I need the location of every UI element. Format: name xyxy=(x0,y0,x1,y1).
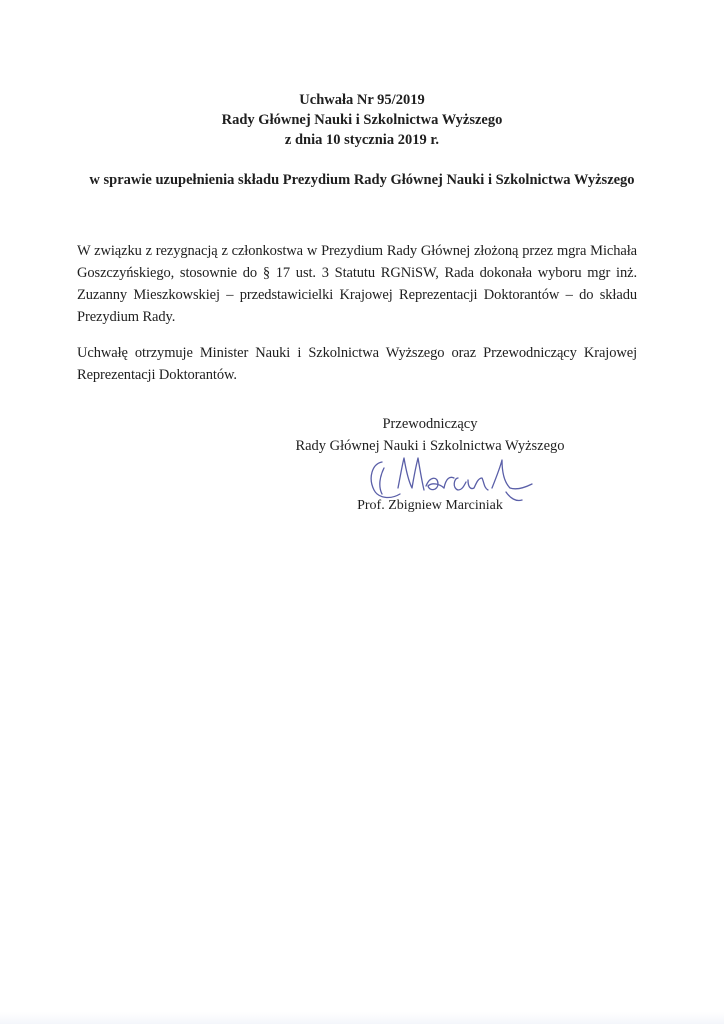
signatory-role: Przewodniczący xyxy=(382,416,478,432)
body-paragraph-1: W związku z rezygnacją z członkostwa w Prezydium Rady Głównej złożoną przez mgra Michała Goszczyńskiego, stosownie do § 17 ust. 3 Statutu RGNiSW, Rada dokonała wyboru mgr inż. Zuzanny Mieszkowskiej – przedstawicielki Krajowej Reprezentacji Doktorantów – do składu Prezydium Rady. xyxy=(77,243,637,325)
resolution-number: Uchwała Nr 95/2019 xyxy=(299,92,425,108)
signatory-name: Prof. Zbigniew Marciniak xyxy=(357,498,503,513)
signatory-body: Rady Głównej Nauki i Szkolnictwa Wyższego xyxy=(295,438,565,454)
body-paragraph-2: Uchwałę otrzymuje Minister Nauki i Szkolnictwa Wyższego oraz Przewodniczący Krajowej Reprezentacji Doktorantów. xyxy=(77,345,637,383)
resolution-header xyxy=(0,90,724,150)
resolution-date: z dnia 10 stycznia 2019 r. xyxy=(284,132,440,148)
handwritten-signature xyxy=(360,448,550,510)
scan-edge xyxy=(0,1012,724,1024)
council-name: Rady Głównej Nauki i Szkolnictwa Wyższego xyxy=(221,112,503,128)
resolution-subject: w sprawie uzupełnienia składu Prezydium Rady Głównej Nauki i Szkolnictwa Wyższego xyxy=(89,172,635,188)
